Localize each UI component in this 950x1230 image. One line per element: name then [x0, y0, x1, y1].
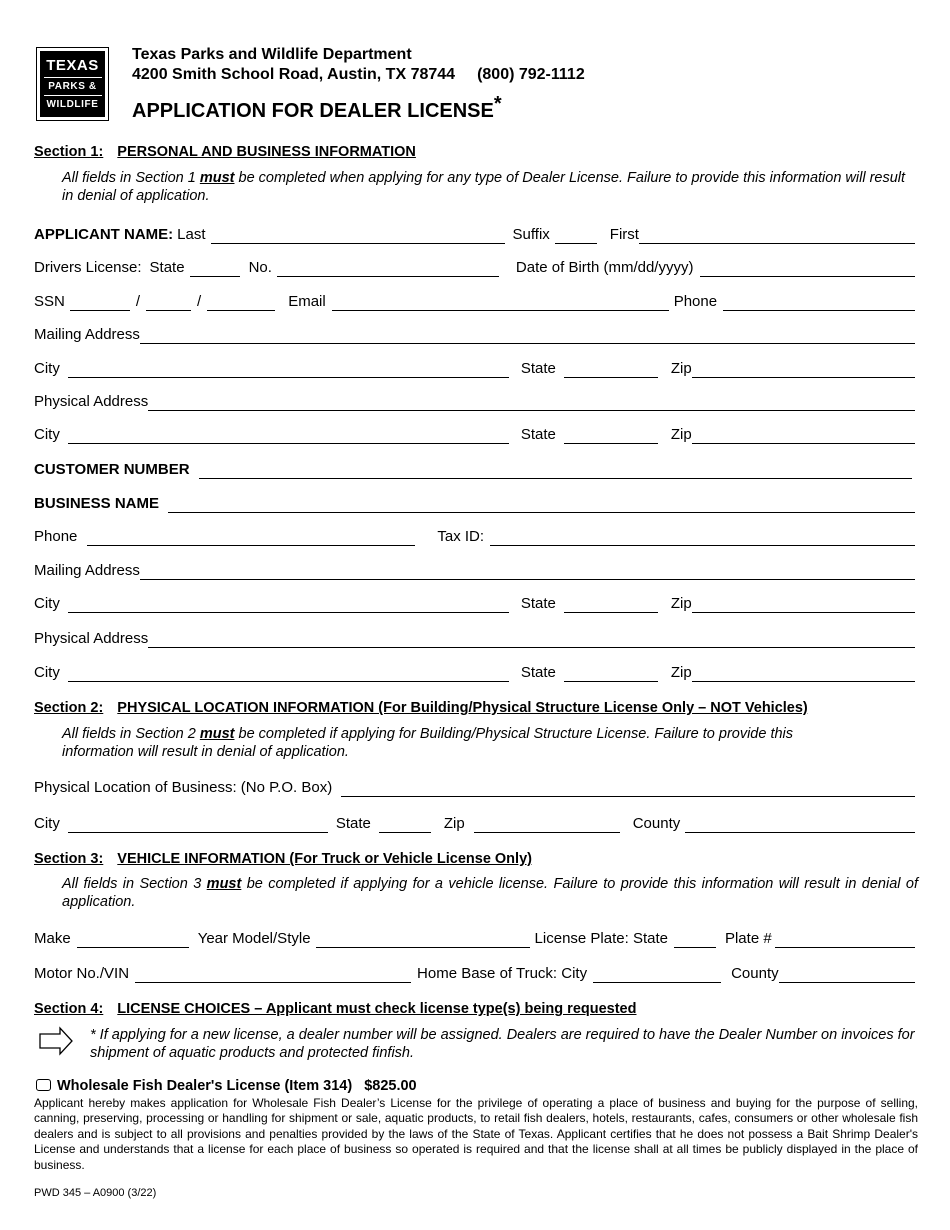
page-title-text: APPLICATION FOR DEALER LICENSE — [132, 100, 494, 122]
physical-address-label: Physical Address — [34, 393, 149, 410]
state-label: State — [520, 426, 556, 443]
first-name-field[interactable] — [639, 228, 915, 244]
motor-vin-field[interactable] — [135, 967, 411, 983]
section4-title: LICENSE CHOICES – Applicant must check license type(s) being requested — [117, 1001, 637, 1017]
section3-heading — [34, 851, 532, 867]
personal-physical-zip-field[interactable] — [692, 428, 915, 444]
wholesale-license-checkbox[interactable] — [36, 1079, 51, 1091]
applicant-name-label: APPLICANT NAME: — [34, 226, 174, 243]
physical-address-label: Physical Address — [34, 630, 149, 647]
section1-number: Section 1: — [34, 144, 104, 160]
logo-divider — [44, 95, 102, 96]
logo-divider — [44, 77, 102, 78]
last-name-field[interactable] — [211, 228, 505, 244]
vehicle-row-2 — [34, 963, 915, 983]
make-field[interactable] — [77, 932, 189, 948]
zip-label: Zip — [670, 360, 692, 377]
section4-number: Section 4: — [34, 1001, 104, 1017]
physical-location-label: Physical Location of Business: (No P.O. Box) — [34, 779, 333, 796]
home-base-county-field[interactable] — [779, 967, 915, 983]
wholesale-license-title: Wholesale Fish Dealer's License (Item 314) — [57, 1078, 353, 1094]
form-number: PWD 345 – A0900 (3/22) — [34, 1187, 157, 1199]
tax-id-label: Tax ID: — [437, 528, 485, 545]
dl-state-label: State — [149, 259, 185, 276]
suffix-field[interactable] — [555, 228, 597, 244]
zip-label: Zip — [670, 595, 692, 612]
wholesale-license-price: $825.00 — [364, 1078, 417, 1094]
location-city-field[interactable] — [68, 817, 328, 833]
plate-number-label: Plate # — [724, 930, 772, 947]
home-base-city-field[interactable] — [593, 967, 721, 983]
business-mailing-city-row — [34, 593, 915, 613]
zip-label: Zip — [670, 426, 692, 443]
business-mailing-row — [34, 560, 915, 580]
personal-physical-city-field[interactable] — [68, 428, 509, 444]
dl-number-label: No. — [248, 259, 272, 276]
note-text: All fields in Section 1 — [62, 170, 200, 186]
personal-mailing-city-row — [34, 358, 915, 378]
section2-heading — [34, 700, 808, 716]
section2-title: PHYSICAL LOCATION INFORMATION (For Building/Physical Structure License Only – NOT Vehicles) — [117, 700, 808, 716]
business-name-row — [34, 493, 915, 513]
location-state-field[interactable] — [379, 817, 431, 833]
city-label: City — [34, 815, 60, 832]
customer-number-label: CUSTOMER NUMBER — [34, 461, 190, 478]
city-label: City — [34, 426, 60, 443]
title-asterisk: * — [493, 93, 502, 115]
department-address-line — [132, 66, 585, 84]
section3-title: VEHICLE INFORMATION (For Truck or Vehicle License Only) — [117, 851, 532, 867]
customer-number-field[interactable] — [199, 463, 912, 479]
note-must: must — [206, 876, 242, 892]
ssn-label: SSN — [34, 293, 65, 310]
logo-text-wildlife: WILDLIFE — [46, 99, 99, 110]
section4-heading — [34, 1001, 636, 1017]
dob-label: Date of Birth (mm/dd/yyyy) — [515, 259, 694, 276]
ssn-part1-field[interactable] — [70, 295, 130, 311]
section2-number: Section 2: — [34, 700, 104, 716]
city-label: City — [34, 360, 60, 377]
business-name-label: BUSINESS NAME — [34, 495, 160, 512]
license-plate-state-label: License Plate: State — [534, 930, 668, 947]
first-name-label: First — [609, 226, 639, 243]
zip-label: Zip — [443, 815, 465, 832]
drivers-license-label: Drivers License: — [34, 259, 142, 276]
home-base-city-label: Home Base of Truck: City — [417, 965, 588, 982]
section1-title: PERSONAL AND BUSINESS INFORMATION — [117, 144, 416, 160]
state-label: State — [520, 595, 556, 612]
business-physical-zip-field[interactable] — [692, 666, 915, 682]
ssn-row — [34, 291, 915, 311]
location-city-row — [34, 813, 915, 833]
tax-id-field[interactable] — [490, 530, 915, 546]
personal-mailing-row — [34, 324, 915, 344]
location-county-field[interactable] — [685, 817, 915, 833]
ssn-part3-field[interactable] — [207, 295, 275, 311]
vehicle-row-1 — [34, 928, 915, 948]
section2-note — [62, 725, 862, 761]
applicant-name-row — [34, 224, 915, 244]
note-text: be completed if applying for Building/Physical Structure License. Failure to provide this information will result in denial of application. — [62, 726, 794, 760]
dob-field[interactable] — [700, 261, 915, 277]
wholesale-license-description: Applicant hereby makes application for Wholesale Fish Dealer’s License for the privilege of operating a place of business and buying for the purpose of selling, canning, preserving, processing or handling for shipment or sale, aquatic products, to retail fish dealers, hotels, restaurants, cafes, consumers or other wholesale fish dealers and is subject to all provisions and penalties provided by the laws of the State of Texas. Applicant certifies that he does not possess a Bait Shrimp Dealer's License and understands that a license for each place of business so operated is required and that the license shall at all times be publicly displayed in the place of business. — [34, 1096, 918, 1172]
state-label: State — [520, 664, 556, 681]
note-text: be completed if applying for a vehicle license. Failure to provide this information will result in denial of application. — [62, 876, 918, 910]
section4-note: * If applying for a new license, a dealer number will be assigned. Dealers are required to have the Dealer Number on invoices for shipment of aquatic products and protected finfish. — [90, 1027, 915, 1061]
business-physical-city-field[interactable] — [68, 666, 509, 682]
business-mailing-zip-field[interactable] — [692, 597, 915, 613]
ssn-part2-field[interactable] — [146, 295, 191, 311]
dl-state-field[interactable] — [190, 261, 240, 277]
tpwd-logo — [36, 47, 109, 121]
personal-physical-state-field[interactable] — [564, 428, 658, 444]
year-model-field[interactable] — [316, 932, 530, 948]
county-label: County — [632, 815, 681, 832]
state-label: State — [520, 360, 556, 377]
department-address: 4200 Smith School Road, Austin, TX 78744 — [132, 66, 456, 83]
personal-mailing-state-field[interactable] — [564, 362, 658, 378]
suffix-label: Suffix — [512, 226, 550, 243]
personal-mailing-city-field[interactable] — [68, 362, 509, 378]
year-model-label: Year Model/Style — [197, 930, 311, 947]
ssn-separator: / — [197, 293, 202, 310]
mailing-address-label: Mailing Address — [34, 562, 140, 579]
business-phone-label: Phone — [34, 528, 78, 545]
make-label: Make — [34, 930, 71, 947]
business-mailing-city-field[interactable] — [68, 597, 509, 613]
personal-physical-address-field[interactable] — [148, 395, 915, 411]
note-must: must — [199, 170, 235, 186]
note-text: All fields in Section 2 — [62, 726, 200, 742]
business-physical-row — [34, 628, 915, 648]
personal-mailing-address-field[interactable] — [140, 328, 915, 344]
dl-number-field[interactable] — [277, 261, 499, 277]
business-physical-city-row — [34, 662, 915, 682]
business-phone-field[interactable] — [87, 530, 415, 546]
section1-heading — [34, 144, 416, 160]
ssn-separator: / — [135, 293, 141, 310]
arrow-right-icon — [38, 1026, 74, 1056]
section1-note — [62, 169, 920, 205]
business-physical-state-field[interactable] — [564, 666, 658, 682]
note-must: must — [199, 726, 235, 742]
plate-number-field[interactable] — [775, 932, 915, 948]
logo-text-parks: PARKS & — [48, 81, 97, 92]
note-text: be completed when applying for any type of Dealer License. Failure to provide this information will result in denial of application. — [62, 170, 906, 204]
license-plate-state-field[interactable] — [674, 932, 716, 948]
business-mailing-address-field[interactable] — [140, 564, 915, 580]
page-title — [132, 93, 502, 123]
email-label: Email — [288, 293, 326, 310]
logo-text-texas: TEXAS — [46, 57, 99, 74]
phone-field[interactable] — [723, 295, 915, 311]
business-name-field[interactable] — [168, 497, 915, 513]
physical-location-row — [34, 777, 915, 797]
business-physical-address-field[interactable] — [148, 632, 915, 648]
location-zip-field[interactable] — [474, 817, 620, 833]
personal-mailing-zip-field[interactable] — [692, 362, 915, 378]
city-label: City — [34, 595, 60, 612]
drivers-license-row — [34, 257, 915, 277]
personal-physical-city-row — [34, 424, 915, 444]
personal-physical-row — [34, 391, 915, 411]
customer-number-row — [34, 459, 915, 479]
city-label: City — [34, 664, 60, 681]
wholesale-license-option[interactable] — [36, 1078, 417, 1094]
mailing-address-label: Mailing Address — [34, 326, 140, 343]
department-name: Texas Parks and Wildlife Department — [132, 46, 412, 63]
email-field[interactable] — [332, 295, 669, 311]
phone-label: Phone — [673, 293, 718, 310]
business-phone-row — [34, 526, 915, 546]
section3-note — [62, 875, 918, 911]
section3-number: Section 3: — [34, 851, 104, 867]
business-mailing-state-field[interactable] — [564, 597, 658, 613]
physical-location-field[interactable] — [341, 781, 915, 797]
state-label: State — [335, 815, 371, 832]
zip-label: Zip — [670, 664, 692, 681]
county-label: County — [731, 965, 779, 982]
last-name-label: Last — [177, 226, 206, 243]
note-text: All fields in Section 3 — [62, 876, 207, 892]
motor-vin-label: Motor No./VIN — [34, 965, 130, 982]
department-phone: (800) 792-1112 — [477, 66, 585, 83]
